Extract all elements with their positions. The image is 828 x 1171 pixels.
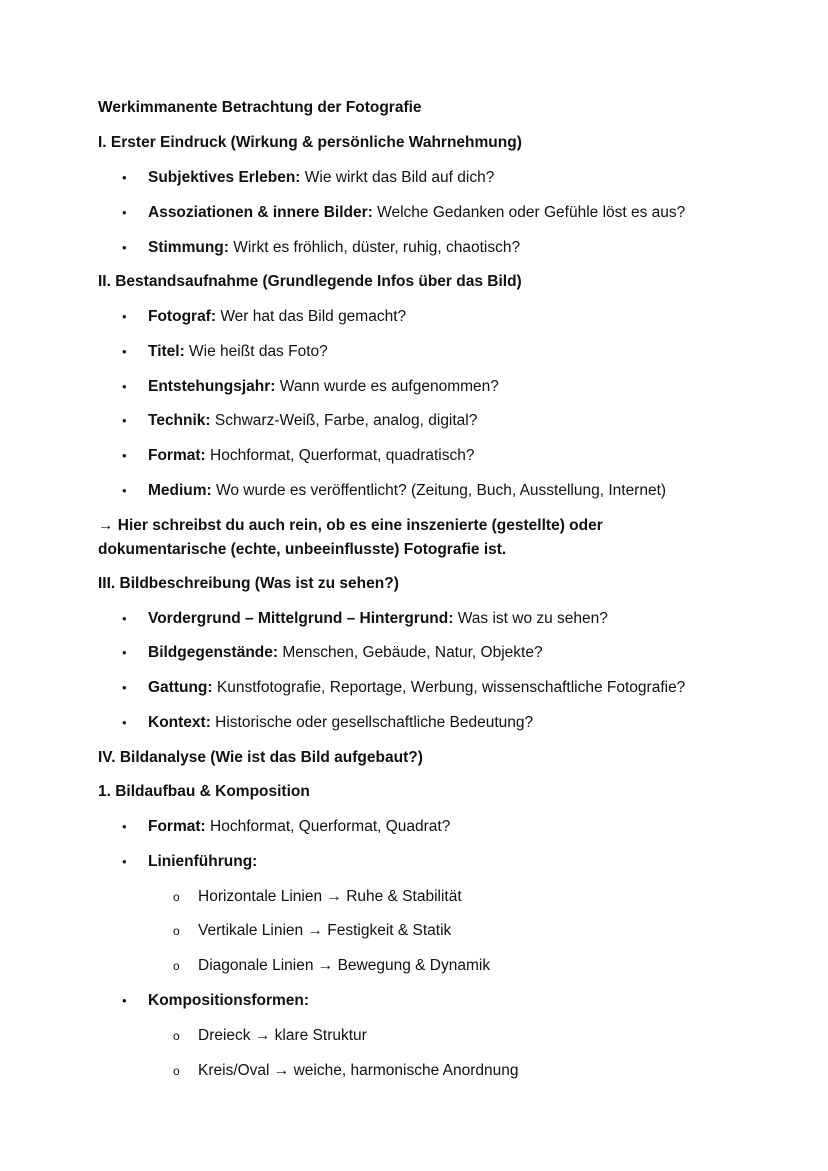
item-text: Schwarz-Weiß, Farbe, analog, digital? bbox=[210, 412, 478, 429]
list-item bbox=[148, 481, 666, 501]
bullet-icon: • bbox=[122, 240, 127, 255]
bullet-icon: • bbox=[122, 680, 127, 695]
subsection-heading: 1. Bildaufbau & Komposition bbox=[98, 783, 310, 800]
item-label: Format: bbox=[148, 447, 206, 464]
item-text: Wer hat das Bild gemacht? bbox=[216, 308, 407, 325]
list-item bbox=[148, 643, 543, 663]
bullet-icon: • bbox=[122, 448, 127, 463]
list-item bbox=[148, 817, 450, 837]
item-label: Medium: bbox=[148, 482, 212, 499]
list-item bbox=[148, 678, 685, 698]
bullet-icon: • bbox=[122, 170, 127, 185]
list-item bbox=[148, 446, 475, 466]
item-text: Welche Gedanken oder Gefühle löst es aus? bbox=[372, 204, 686, 221]
item-text: Was ist wo zu sehen? bbox=[453, 610, 608, 627]
sub-bullet-icon: o bbox=[173, 959, 180, 973]
section-2-heading: II. Bestandsaufnahme (Grundlegende Infos über das Bild) bbox=[98, 273, 522, 290]
bullet-icon: • bbox=[122, 715, 127, 730]
list-item bbox=[148, 238, 520, 258]
item-label: Gattung: bbox=[148, 679, 213, 696]
item-label: Format: bbox=[148, 818, 206, 835]
section-3-heading: III. Bildbeschreibung (Was ist zu sehen?) bbox=[98, 575, 399, 592]
item-label: Entstehungsjahr: bbox=[148, 378, 276, 395]
bullet-icon: • bbox=[122, 993, 127, 1008]
item-label: Technik: bbox=[148, 412, 211, 429]
item-text: Wie heißt das Foto? bbox=[184, 343, 328, 360]
item-text: Hochformat, Querformat, Quadrat? bbox=[205, 818, 451, 835]
sub-list-item: Vertikale Linien → Festigkeit & Statik bbox=[198, 922, 452, 939]
bullet-icon: • bbox=[122, 309, 127, 324]
item-label: Subjektives Erleben: bbox=[148, 169, 301, 186]
sub-list-item: Horizontale Linien → Ruhe & Stabilität bbox=[198, 888, 462, 905]
bullet-icon: • bbox=[122, 344, 127, 359]
list-item: Linienführung: bbox=[148, 853, 258, 870]
sub-bullet-icon: o bbox=[173, 1064, 180, 1078]
list-item: Kompositionsformen: bbox=[148, 992, 310, 1009]
list-item bbox=[148, 203, 685, 223]
item-label: Bildgegenstände: bbox=[148, 644, 279, 661]
sub-bullet-icon: o bbox=[173, 1029, 180, 1043]
item-label: Fotograf: bbox=[148, 308, 217, 325]
list-item bbox=[148, 168, 494, 188]
item-label: Stimmung: bbox=[148, 239, 229, 256]
bullet-icon: • bbox=[122, 819, 127, 834]
item-text: Menschen, Gebäude, Natur, Objekte? bbox=[278, 644, 543, 661]
bullet-icon: • bbox=[122, 645, 127, 660]
sub-list-item: Diagonale Linien → Bewegung & Dynamik bbox=[198, 957, 491, 974]
bullet-icon: • bbox=[122, 379, 127, 394]
bullet-icon: • bbox=[122, 205, 127, 220]
list-item bbox=[148, 411, 477, 431]
item-text: Wirkt es fröhlich, düster, ruhig, chaotisch? bbox=[228, 239, 521, 256]
sub-bullet-icon: o bbox=[173, 890, 180, 904]
list-item bbox=[148, 609, 608, 629]
item-text: Kunstfotografie, Reportage, Werbung, wissenschaftliche Fotografie? bbox=[212, 679, 686, 696]
item-label: Assoziationen & innere Bilder: bbox=[148, 204, 373, 221]
sub-list-item: Kreis/Oval → weiche, harmonische Anordnung bbox=[198, 1062, 519, 1079]
bullet-icon: • bbox=[122, 413, 127, 428]
bullet-icon: • bbox=[122, 611, 127, 626]
item-text: Wo wurde es veröffentlicht? (Zeitung, Buch, Ausstellung, Internet) bbox=[211, 482, 667, 499]
item-text: Wann wurde es aufgenommen? bbox=[275, 378, 499, 395]
list-item bbox=[148, 713, 533, 733]
list-item bbox=[148, 377, 499, 397]
list-item bbox=[148, 342, 328, 362]
item-label: Kontext: bbox=[148, 714, 211, 731]
list-item bbox=[148, 307, 406, 327]
section-1-heading: I. Erster Eindruck (Wirkung & persönliche Wahrnehmung) bbox=[98, 134, 522, 151]
note-line-1: → Hier schreibst du auch rein, ob es eine inszenierte (gestellte) oder bbox=[98, 517, 603, 534]
bullet-icon: • bbox=[122, 483, 127, 498]
document-title: Werkimmanente Betrachtung der Fotografie bbox=[98, 99, 422, 116]
bullet-icon: • bbox=[122, 854, 127, 869]
note-line-2: dokumentarische (echte, unbeeinflusste) Fotografie ist. bbox=[98, 541, 507, 558]
sub-list-item: Dreieck → klare Struktur bbox=[198, 1027, 367, 1044]
item-label: Titel: bbox=[148, 343, 185, 360]
item-text: Hochformat, Querformat, quadratisch? bbox=[205, 447, 475, 464]
sub-bullet-icon: o bbox=[173, 924, 180, 938]
item-text: Historische oder gesellschaftliche Bedeutung? bbox=[210, 714, 534, 731]
section-4-heading: IV. Bildanalyse (Wie ist das Bild aufgebaut?) bbox=[98, 749, 423, 766]
item-label: Vordergrund – Mittelgrund – Hintergrund: bbox=[148, 610, 454, 627]
item-text: Wie wirkt das Bild auf dich? bbox=[300, 169, 495, 186]
